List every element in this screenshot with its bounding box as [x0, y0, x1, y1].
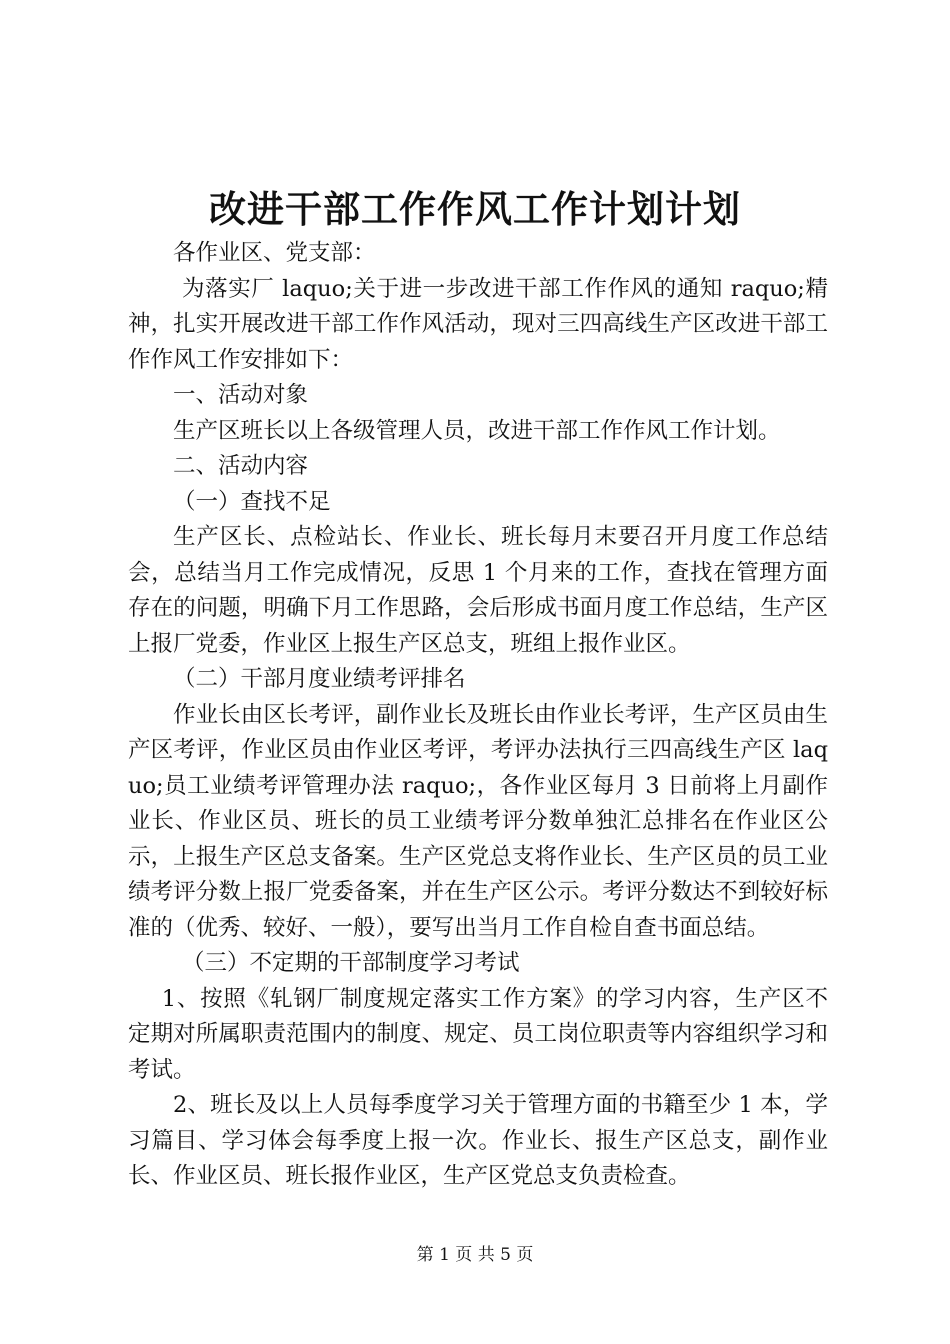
document-body	[128, 236, 828, 1195]
intro-paragraph: 为落实厂 laquo;关于进一步改进干部工作作风的通知 raquo;精神，扎实开展改进干部工作作风活动，现对三四高线生产区改进干部工作作风工作安排如下：	[128, 275, 828, 373]
section-heading-activity-target: 一、活动对象	[173, 382, 309, 408]
salutation: 各作业区、党支部：	[173, 240, 376, 266]
study-exam-item-2: 2、班长及以上人员每季度学习关于管理方面的书籍至少 1 本，学习篇目、学习体会每季度上报一次。作业长、报生产区总支，副作业长、作业区员、班长报作业区，生产区党总支负责检查。	[128, 1092, 828, 1189]
find-shortcomings-paragraph: 生产区长、点检站长、作业长、班长每月末要召开月度工作总结会，总结当月工作完成情况，反思 1 个月来的工作，查找在管理方面存在的问题，明确下月工作思路，会后形成书面月度工作总结，生产区上报厂党委，作业区上报生产区总支，班组上报作业区。	[128, 524, 828, 657]
activity-target-paragraph: 生产区班长以上各级管理人员，改进干部工作作风工作计划。	[173, 417, 781, 444]
subheading-monthly-evaluation: （二）干部月度业绩考评排名	[173, 666, 466, 692]
document-title: 改进干部工作作风工作计划计划	[209, 187, 741, 231]
subheading-find-shortcomings: （一）查找不足	[173, 488, 331, 515]
subheading-study-exam: （三）不定期的干部制度学习考试	[182, 950, 520, 976]
study-exam-item-1: 1、按照《轧钢厂制度规定落实工作方案》的学习内容，生产区不定期对所属职责范围内的制度、规定、员工岗位职责等内容组织学习和考试。	[128, 985, 828, 1083]
page-footer: 第 1 页 共 5 页	[416, 1245, 534, 1265]
section-heading-activity-content: 二、活动内容	[173, 453, 309, 479]
monthly-evaluation-paragraph: 作业长由区长考评，副作业长及班长由作业长考评，生产区员由生产区考评，作业区员由作业区考评，考评办法执行三四高线生产区 laquo;员工业绩考评管理办法 raquo;，各作业区每月 3 日前将上月副作业长、作业区员、班长的员工业绩考评分数单独汇总排名在作业区公示，上报生产区总支备案。生产区党总支将作业长、生产区员的员工业绩考评分数上报厂党委备案，并在生产区公示。考评分数达不到较好标准的（优秀、较好、一般），要写出当月工作自检自查书面总结。	[128, 701, 828, 941]
